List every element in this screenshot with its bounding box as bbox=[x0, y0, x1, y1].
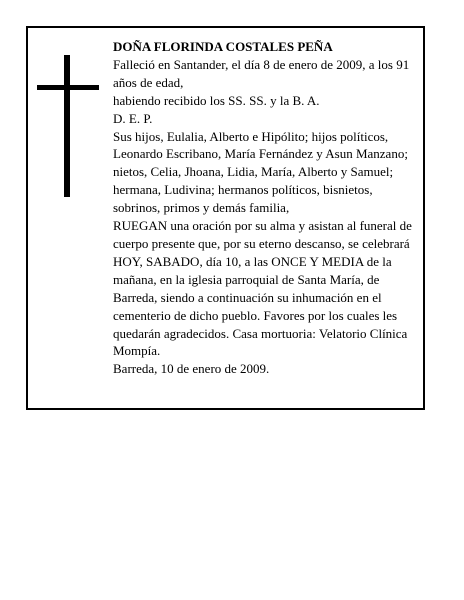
family-list: Sus hijos, Eulalia, Alberto e Hipólito; hijos políticos, Leonardo Escribano, María Fernández y Asun Manzano; nietos, Celia, Jhoana, Lidia, María, Alberto y Samuel; hermana, Ludivina; hermanos políticos, bisnietos, sobrinos, primos y demás familia, bbox=[113, 128, 408, 216]
rip-line: D. E. P. bbox=[113, 110, 153, 126]
cross-icon bbox=[37, 55, 99, 197]
cross-horizontal-bar bbox=[37, 85, 99, 90]
death-announcement: Falleció en Santander, el día 8 de enero de 2009, a los 91 años de edad, bbox=[113, 56, 410, 90]
obituary-text bbox=[113, 38, 423, 378]
funeral-request: RUEGAN una oración por su alma y asistan al funeral de cuerpo presente que, por su eterno descanso, se celebrará HOY, SABADO, día 10, a las ONCE Y MEDIA de la mañana, en la iglesia parroquial de Santa María, de Barreda, siendo a continuación su inhumación en el cementerio de dicho pueblo. Favores por los cuales les quedarán agradecidos. Casa mortuoria: Velatorio Clínica Mompía. bbox=[113, 218, 412, 359]
sacraments-line: habiendo recibido los SS. SS. y la B. A. bbox=[113, 92, 320, 108]
dateline: Barreda, 10 de enero de 2009. bbox=[113, 361, 270, 377]
cross-vertical-bar bbox=[64, 55, 70, 197]
deceased-name: DOÑA FLORINDA COSTALES PEÑA bbox=[113, 39, 333, 54]
